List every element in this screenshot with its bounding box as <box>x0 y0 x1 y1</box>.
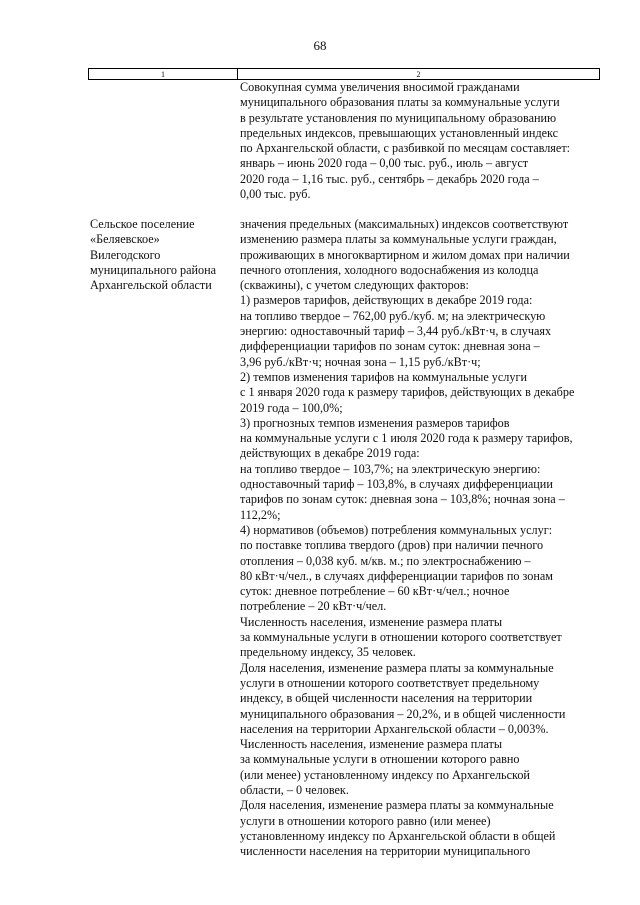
municipality-line: Сельское поселение <box>90 217 195 231</box>
text-line: 2) темпов изменения тарифов на коммунальные услуги <box>240 369 527 384</box>
text-line: на коммунальные услуги с 1 июля 2020 года к размеру тарифов, <box>240 431 573 446</box>
text-line: отопления – 0,038 куб. м/кв. м.; по электроснабжению – <box>240 553 531 568</box>
text-line: 3,96 руб./кВт·ч; ночная зона – 1,15 руб./кВт·ч; <box>240 354 481 369</box>
text-line: одноставочный тариф – 103,8%, в случаях дифференциации <box>240 477 553 492</box>
text-line: печного отопления, холодного водоснабжения из колодца <box>240 262 539 277</box>
text-line: 112,2%; <box>240 507 281 522</box>
text-line: проживающих в многоквартирном и жилом домах при наличии <box>240 247 570 262</box>
text-line: 2020 года – 1,16 тыс. руб., сентябрь – декабрь 2020 года – <box>240 171 539 186</box>
text-line: предельному индексу, 35 человек. <box>240 645 416 660</box>
text-line: Доля населения, изменение размера платы за коммунальные <box>240 660 554 675</box>
text-line: на топливо твердое – 103,7%; на электрическую энергию: <box>240 461 541 476</box>
text-line: 2019 года – 100,0%; <box>240 400 343 415</box>
text-line: действующих в декабре 2019 года: <box>240 446 420 461</box>
text-line: энергию: одноставочный тариф – 3,44 руб./кВт·ч, в случаях <box>240 324 552 339</box>
text-line: индексу, в общей численности населения на территории <box>240 691 533 706</box>
text-line: в результате установления по муниципальному образованию <box>240 110 557 125</box>
text-line: за коммунальные услуги в отношении которого соответствует <box>240 630 562 645</box>
text-line: 80 кВт·ч/чел., в случаях дифференциации тарифов по зонам <box>240 568 554 583</box>
text-line: области, – 0 человек. <box>240 782 349 797</box>
text-line: с 1 января 2020 года к размеру тарифов, действующих в декабре <box>240 385 575 400</box>
header-cell-2: 2 <box>416 69 421 79</box>
text-line: установленному индексу по Архангельской области в общей <box>240 828 556 843</box>
text-line: Численность населения, изменение размера платы <box>240 737 503 752</box>
text-line: изменению размера платы за коммунальные услуги граждан, <box>240 232 557 247</box>
text-line: по Архангельской области, с разбивкой по месяцам составляет: <box>240 141 571 156</box>
text-line: дифференциации тарифов по зонам суток: дневная зона – <box>240 339 540 354</box>
text-line: муниципального образования – 20,2%, и в общей численности <box>240 706 566 721</box>
text-line: населения на территории Архангельской области – 0,003%. <box>240 721 549 736</box>
text-line: численности населения на территории муниципального <box>240 844 531 859</box>
municipality-line: «Беляевское» <box>90 232 160 247</box>
text-line: муниципального образования платы за коммунальные услуги <box>240 95 560 110</box>
text-line: 1) размеров тарифов, действующих в декабре 2019 года: <box>240 293 533 308</box>
text-line: тарифов по зонам суток: дневная зона – 103,8%; ночная зона – <box>240 492 565 507</box>
text-line: на топливо твердое – 762,00 руб./куб. м; на электрическую <box>240 308 546 323</box>
text-line: суток: дневное потребление – 60 кВт·ч/чел.; ночное <box>240 584 510 599</box>
text-line: январь – июнь 2020 года – 0,00 тыс. руб., июль – август <box>240 156 529 171</box>
text-line: по поставке топлива твердого (дров) при наличии печного <box>240 538 544 553</box>
text-line: за коммунальные услуги в отношении которого равно <box>240 752 520 767</box>
block2-text <box>240 217 602 859</box>
text-line: (скважины), с учетом следующих факторов: <box>240 278 469 293</box>
page-number: 68 <box>313 38 327 53</box>
text-line: (или менее) установленному индексу по Архангельской <box>240 767 530 782</box>
text-line: Доля населения, изменение размера платы за коммунальные <box>240 798 554 813</box>
text-line: Совокупная сумма увеличения вносимой гражданами <box>240 80 520 94</box>
municipality-line: Вилегодского <box>90 247 161 262</box>
table-header-row <box>88 68 600 80</box>
text-line: значения предельных (максимальных) индексов соответствуют <box>240 217 569 231</box>
text-line: Численность населения, изменение размера платы <box>240 614 503 629</box>
text-line: 4) нормативов (объемов) потребления коммунальных услуг: <box>240 522 553 537</box>
header-cell-1: 1 <box>89 69 238 79</box>
block1-text <box>240 80 602 202</box>
text-line: услуги в отношении которого соответствует предельному <box>240 675 540 690</box>
text-line: 0,00 тыс. руб. <box>240 187 311 202</box>
municipality-line: муниципального района <box>90 262 217 277</box>
text-line: 3) прогнозных темпов изменения размеров тарифов <box>240 415 510 430</box>
text-line: услуги в отношении которого равно (или менее) <box>240 813 491 828</box>
municipality-line: Архангельской области <box>90 278 212 293</box>
text-line: потребление – 20 кВт·ч/чел. <box>240 599 387 614</box>
municipality-name <box>90 217 238 293</box>
text-line: предельных индексов, превышающих установленный индекс <box>240 125 559 140</box>
